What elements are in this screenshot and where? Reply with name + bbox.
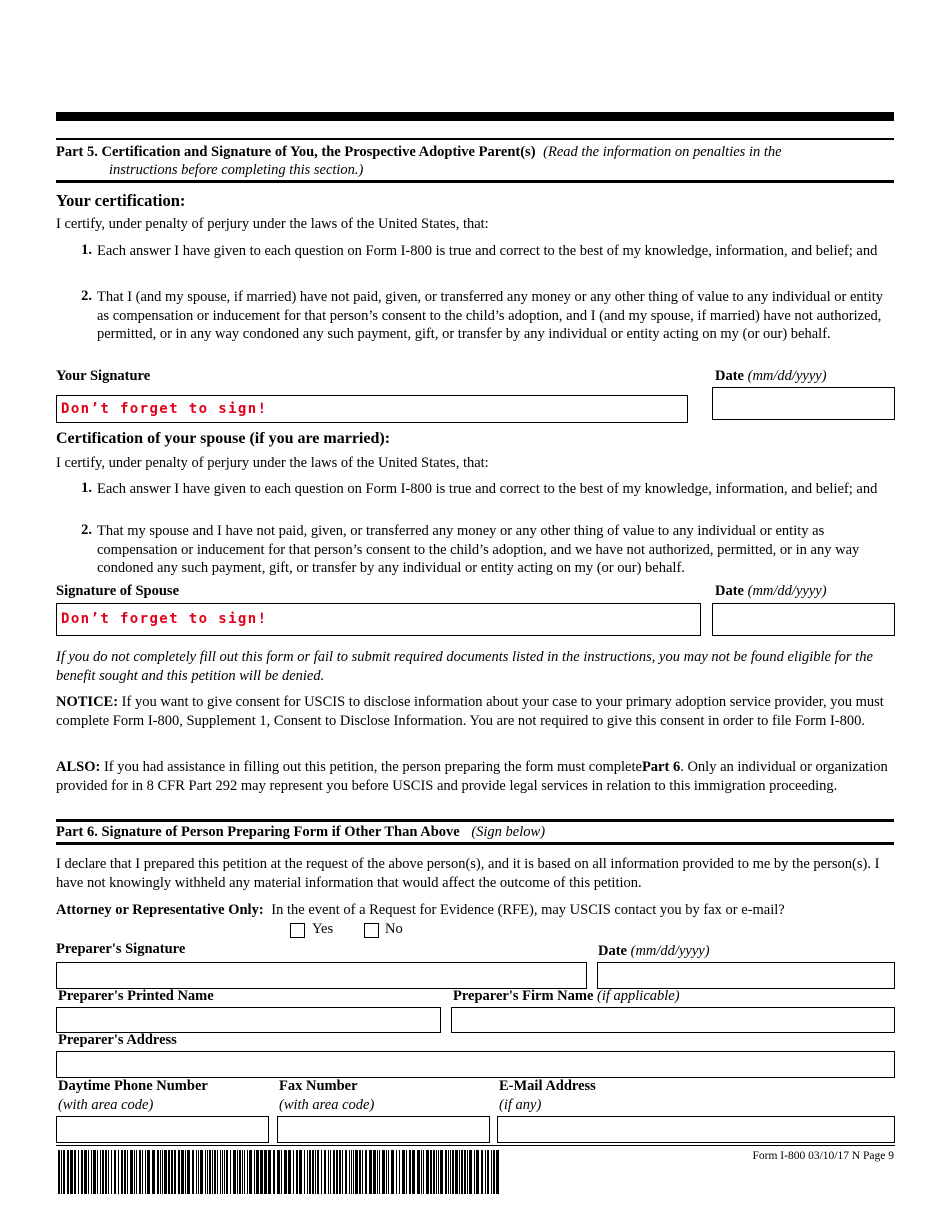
your-signature-date-label [715,368,827,385]
preparer-date-label [598,943,710,960]
part6-heading-rule [56,842,894,845]
email-address-note: (if any) [499,1097,542,1113]
barcode-bar [105,1150,107,1194]
spouse-certification-title: Certification of your spouse (if you are married): [56,430,391,447]
barcode-bar [455,1150,458,1194]
barcode-bar [469,1150,472,1194]
barcode-bar [345,1150,347,1194]
barcode-bar [142,1150,143,1194]
date-format-text: (mm/dd/yyyy) [747,368,827,384]
notice-paragraph [56,693,894,730]
barcode-bar [214,1150,216,1194]
part5-heading-note-line2: instructions before completing this section.) [109,162,364,178]
daytime-phone-note: (with area code) [58,1097,154,1113]
barcode-bar [273,1150,275,1194]
notice-text: If you want to give consent for USCIS to disclose information about your case to your primary adoption service provider, you must complete Form I-800, Supplement 1, Consent to Disclose Information. You are not required to give this consent in order to file Form I-800. [56,694,884,729]
your-signature-field[interactable] [56,395,688,423]
barcode-bar [268,1150,271,1194]
barcode-bar [187,1150,190,1194]
barcode-bar [467,1150,468,1194]
barcode-bar [97,1150,98,1194]
barcode-bar [88,1150,89,1194]
barcode-bar [309,1150,311,1194]
barcode-bar [139,1150,141,1194]
daytime-phone-field[interactable] [56,1116,269,1143]
barcode-bar [491,1150,492,1194]
barcode-bar [84,1150,87,1194]
preparer-printed-name-label: Preparer's Printed Name [58,988,214,1004]
barcode-bar [81,1150,83,1194]
barcode-bar [152,1150,155,1194]
barcode-bar [351,1150,352,1194]
also-part-ref: Part 6 [641,759,681,775]
spouse-item-1-text: Each answer I have given to each question on Form I-800 is true and correct to the best of my knowledge, information, and belief; and [97,481,878,497]
barcode-bar [114,1150,116,1194]
barcode-bar [260,1150,263,1194]
preparer-firm-name-field[interactable] [451,1007,895,1033]
barcode-bar [78,1150,79,1194]
firm-name-note: (if applicable) [597,988,680,1004]
barcode-bar [362,1150,363,1194]
barcode-bar [336,1150,338,1194]
barcode-bar [256,1150,259,1194]
spouse-signature-field[interactable] [56,603,701,636]
barcode-bar [312,1150,314,1194]
barcode-bar [452,1150,454,1194]
fax-number-label: Fax Number [279,1078,358,1094]
part6-heading-note: (Sign below) [471,824,546,840]
barcode-bar [365,1150,367,1194]
preparer-firm-name-label [453,988,680,1005]
barcode-bar [493,1150,495,1194]
barcode-bar [145,1150,146,1194]
sign-reminder-text: Don’t forget to sign! [61,611,268,627]
barcode-bar [249,1150,252,1194]
date-label-text: Date [598,943,627,959]
barcode-bar [205,1150,206,1194]
barcode-bar [118,1150,119,1194]
barcode-bar [100,1150,101,1194]
barcode-bar [237,1150,238,1194]
spouse-signature-date-label [715,583,827,600]
barcode-bar [342,1150,343,1194]
barcode-bar [209,1150,211,1194]
spouse-item-2-text: That my spouse and I have not paid, given, or transferred any money or any other thing of value to any individual or entity as compensation or inducement for that person’s consent to the child’s adoption, and we have not authorized, permitted, or in any way condoned any such payment, gift, or transfer by any individual or entity acting on my (or our) behalf. [97,523,860,576]
barcode-bar [445,1150,447,1194]
barcode-bar [459,1150,460,1194]
yes-checkbox[interactable] [290,923,305,938]
also-paragraph [56,758,894,795]
barcode-bar [168,1150,170,1194]
barcode-bar [448,1150,449,1194]
barcode-bar [304,1150,305,1194]
barcode-bar [438,1150,439,1194]
barcode-bar [426,1150,429,1194]
preparer-printed-name-field[interactable] [56,1007,441,1033]
fax-number-field[interactable] [277,1116,490,1143]
barcode-bar [349,1150,350,1194]
attorney-question-row [56,902,785,919]
barcode-bar [487,1150,489,1194]
date-label-text: Date [715,583,744,599]
barcode-bar [369,1150,372,1194]
barcode-bar [412,1150,415,1194]
barcode-bar [430,1150,432,1194]
barcode-bar [307,1150,308,1194]
part5-heading-note: (Read the information on penalties in the [543,144,782,160]
preparer-declaration: I declare that I prepared this petition at the request of the above person(s), and it is based on all information provided to me by the person(s). I have not knowingly withheld any material information that would affect the outcome of this petition. [56,856,880,891]
cert-item-1-text: Each answer I have given to each question on Form I-800 is true and correct to the best of my knowledge, information, and belief; and [97,243,878,259]
barcode-bar [476,1150,479,1194]
barcode-bar [127,1150,128,1194]
no-checkbox[interactable] [364,923,379,938]
barcode-bar [157,1150,159,1194]
barcode-bar [296,1150,298,1194]
barcode-bar [217,1150,218,1194]
email-address-field[interactable] [497,1116,895,1143]
date-format-text: (mm/dd/yyyy) [630,943,710,959]
part5-heading-rule [56,180,894,183]
part5-heading [56,143,894,161]
part6-heading-title: Part 6. Signature of Person Preparing Form if Other Than Above [56,824,460,840]
barcode-bar [63,1150,65,1194]
barcode-bar [174,1150,176,1194]
barcode-bar [317,1150,319,1194]
top-thick-rule [56,112,894,121]
cert-item-2-number: 2. [81,288,92,304]
preparer-address-field[interactable] [56,1051,895,1078]
barcode-bar [224,1150,225,1194]
fax-number-note: (with area code) [279,1097,375,1113]
barcode-bar [281,1150,282,1194]
barcode-bar [67,1150,69,1194]
barcode-bar [233,1150,236,1194]
barcode-bar [192,1150,194,1194]
incomplete-form-warning: If you do not completely fill out this form or fail to submit required documents listed in the instructions, you may not be found eligible for the benefit sought and this petition will be denied. [56,649,873,684]
firm-name-text: Preparer's Firm Name [453,988,594,1004]
barcode-bar [402,1150,405,1194]
barcode-bar [450,1150,451,1194]
barcode-bar [124,1150,126,1194]
barcode-bar [399,1150,400,1194]
barcode-bar [254,1150,255,1194]
barcode-bar [421,1150,422,1194]
barcode-bar [130,1150,133,1194]
barcode-bar [230,1150,231,1194]
also-text-2: . Only an individual or organization provided for in 8 CFR Part 292 may represent you before USCIS and provide legal services in relation to this immigration proceeding. [56,759,888,794]
spouse-certification-intro: I certify, under penalty of perjury under the laws of the United States, that: [56,455,489,471]
no-label: No [385,921,403,937]
cert-item-1-number: 1. [81,242,92,258]
barcode-bar [379,1150,380,1194]
part6-heading [56,824,545,841]
barcode-bar [247,1150,248,1194]
barcode-bar [417,1150,420,1194]
barcode-bar [196,1150,197,1194]
barcode-bar [239,1150,241,1194]
barcode-bar [226,1150,228,1194]
barcode-bar [315,1150,316,1194]
yes-label: Yes [312,921,334,937]
barcode-bar [485,1150,486,1194]
barcode-bar [61,1150,62,1194]
barcode-bar [464,1150,466,1194]
barcode-bar [220,1150,221,1194]
barcode-bar [171,1150,173,1194]
barcode-bar [91,1150,92,1194]
barcode-bar [461,1150,463,1194]
barcode-bar [121,1150,123,1194]
barcode-bar [496,1150,499,1194]
daytime-phone-label: Daytime Phone Number [58,1078,208,1094]
barcode-bar [382,1150,385,1194]
barcode-bar [328,1150,329,1194]
barcode-bar [185,1150,186,1194]
barcode-bar [396,1150,397,1194]
barcode-bar [102,1150,104,1194]
your-signature-label: Your Signature [56,368,151,384]
barcode-bar [386,1150,387,1194]
barcode-bar [440,1150,443,1194]
preparer-signature-label: Preparer's Signature [56,941,186,957]
spouse-signature-label: Signature of Spouse [56,583,180,599]
barcode-bar [333,1150,335,1194]
part6-top-rule [56,819,894,822]
barcode-bar [377,1150,378,1194]
certification-intro: I certify, under penalty of perjury under the laws of the United States, that: [56,216,489,232]
email-address-label: E-Mail Address [499,1078,596,1094]
barcode-bar [436,1150,437,1194]
barcode-bar [147,1150,150,1194]
form-footer-id: Form I-800 03/10/17 N Page 9 [752,1150,894,1162]
barcode-bar [58,1150,60,1194]
date-label-text: Date [715,368,744,384]
barcode-bar [339,1150,341,1194]
also-text-1: If you had assistance in filling out this petition, the person preparing the form must complete [103,759,642,775]
preparer-date-field[interactable] [597,962,895,989]
barcode-bar [244,1150,245,1194]
barcode-bar [160,1150,161,1194]
barcode-bar [242,1150,243,1194]
barcode-bar [481,1150,483,1194]
barcode-bar [355,1150,358,1194]
also-label: ALSO: [56,759,101,775]
barcode-bar [164,1150,167,1194]
top-thin-rule [56,138,894,140]
part5-heading-title: Part 5. Certification and Signature of You, the Prospective Adoptive Parent(s) [56,144,536,160]
attorney-question: In the event of a Request for Evidence (RFE), may USCIS contact you by fax or e-mail? [271,902,785,918]
barcode-bar [388,1150,389,1194]
barcode-bar [474,1150,475,1194]
barcode-bar [212,1150,213,1194]
your-certification-title: Your certification: [56,191,186,210]
barcode-bar [108,1150,109,1194]
barcode-bar [321,1150,322,1194]
your-signature-date-field[interactable] [712,387,895,420]
preparer-signature-field[interactable] [56,962,587,989]
date-format-text: (mm/dd/yyyy) [747,583,827,599]
notice-label: NOTICE: [56,694,119,710]
barcode-bar [423,1150,424,1194]
barcode-bar [207,1150,208,1194]
barcode-bar [178,1150,180,1194]
barcode-bar [406,1150,407,1194]
barcode-bar [181,1150,184,1194]
barcode-bar [293,1150,294,1194]
barcode-bar [284,1150,287,1194]
barcode-bar [136,1150,137,1194]
preparer-address-label: Preparer's Address [58,1032,177,1048]
barcode-bar [330,1150,331,1194]
barcode-bar [134,1150,135,1194]
barcode-bar [111,1150,112,1194]
barcode-bar [353,1150,354,1194]
barcode-image [58,1150,500,1194]
barcode-bar [222,1150,223,1194]
barcode-bar [70,1150,73,1194]
barcode-bar [277,1150,280,1194]
spouse-item-1-number: 1. [81,480,92,496]
barcode-bar [162,1150,163,1194]
barcode-bar [359,1150,361,1194]
cert-item-2-text: That I (and my spouse, if married) have not paid, given, or transferred any money or any other thing of value to any individual or entity as compensation or inducement for that person’s consent to the child’s adoption, and I (and my spouse, if married) have not authorized, permitted, or in any way condoned any such payment, gift, or transfer by any individual or entity acting on my (or our) behalf. [97,289,883,342]
spouse-signature-date-field[interactable] [712,603,895,636]
barcode-bar [93,1150,96,1194]
barcode-bar [409,1150,411,1194]
barcode-bar [299,1150,302,1194]
sign-reminder-text: Don’t forget to sign! [61,401,268,417]
attorney-label: Attorney or Representative Only: [56,902,264,918]
bottom-rule [56,1145,895,1146]
barcode-bar [200,1150,203,1194]
spouse-item-2-number: 2. [81,522,92,538]
barcode-bar [391,1150,394,1194]
barcode-bar [74,1150,76,1194]
barcode-bar [198,1150,199,1194]
barcode-bar [373,1150,376,1194]
barcode-bar [264,1150,267,1194]
barcode-bar [324,1150,326,1194]
barcode-bar [433,1150,435,1194]
barcode-bar [288,1150,291,1194]
